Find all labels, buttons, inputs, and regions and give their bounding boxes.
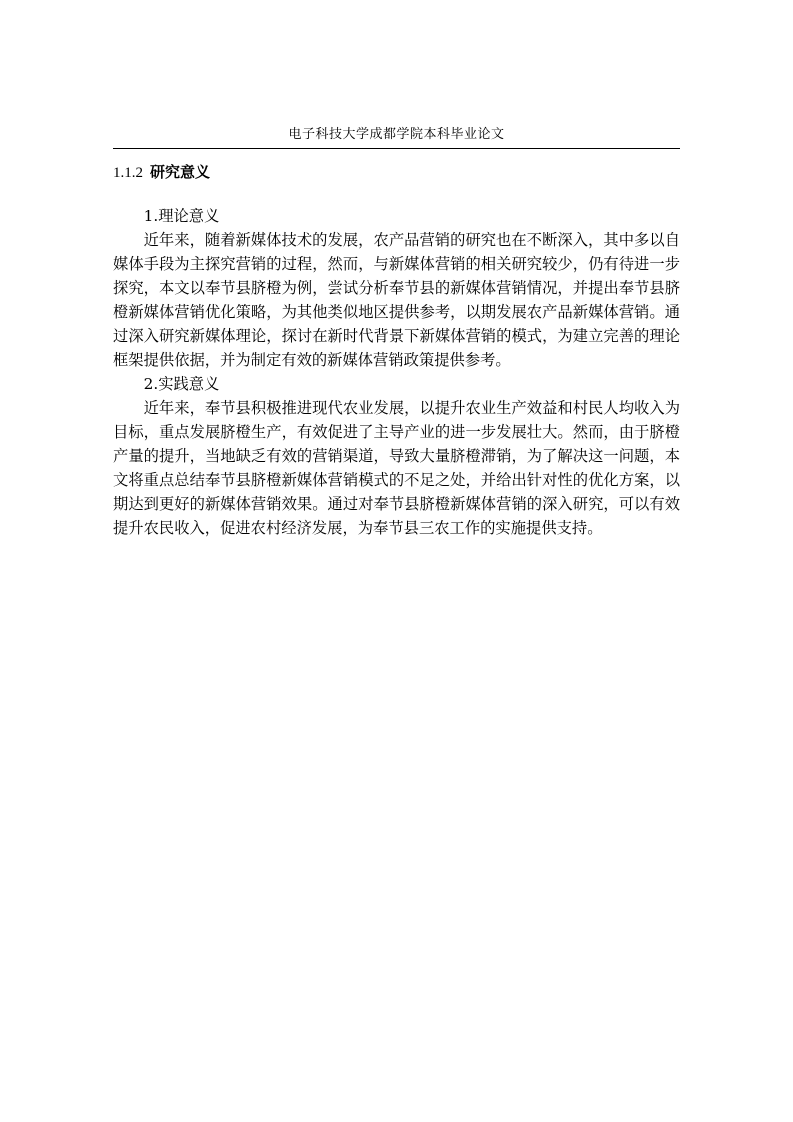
section-heading: [113, 162, 210, 183]
header-rule: [113, 148, 680, 149]
subsection-title-practice: 2.实践意义: [143, 375, 220, 393]
section-title: 研究意义: [150, 163, 211, 181]
section-body: [113, 204, 680, 540]
paragraph-theory: 近年来，随着新媒体技术的发展，农产品营销的研究也在不断深入，其中多以自媒体手段为主探究营销的过程，然而，与新媒体营销的相关研究较少，仍有待进一步探究，本文以奉节县脐橙为例，尝试分析奉节县的新媒体营销情况，并提出奉节县脐橙新媒体营销优化策略，为其他类似地区提供参考，以期发展农产品新媒体营销。通过深入研究新媒体理论，探讨在新时代背景下新媒体营销的模式，为建立完善的理论框架提供依据，并为制定有效的新媒体营销政策提供参考。: [113, 231, 680, 369]
paragraph-practice: 近年来，奉节县积极推进现代农业发展，以提升农业生产效益和村民人均收入为目标，重点发展脐橙生产，有效促进了主导产业的进一步发展壮大。然而，由于脐橙产量的提升，当地缺乏有效的营销渠道，导致大量脐橙滞销，为了解决这一问题，本文将重点总结奉节县脐橙新媒体营销模式的不足之处，并给出针对性的优化方案，以期达到更好的新媒体营销效果。通过对奉节县脐橙新媒体营销的深入研究，可以有效提升农民收入，促进农村经济发展，为奉节县三农工作的实施提供支持。: [113, 399, 680, 537]
section-number: 1.1.2: [113, 165, 143, 181]
subsection-title-theory: 1.理论意义: [143, 207, 220, 225]
running-header: 电子科技大学成都学院本科毕业论文: [288, 127, 505, 142]
